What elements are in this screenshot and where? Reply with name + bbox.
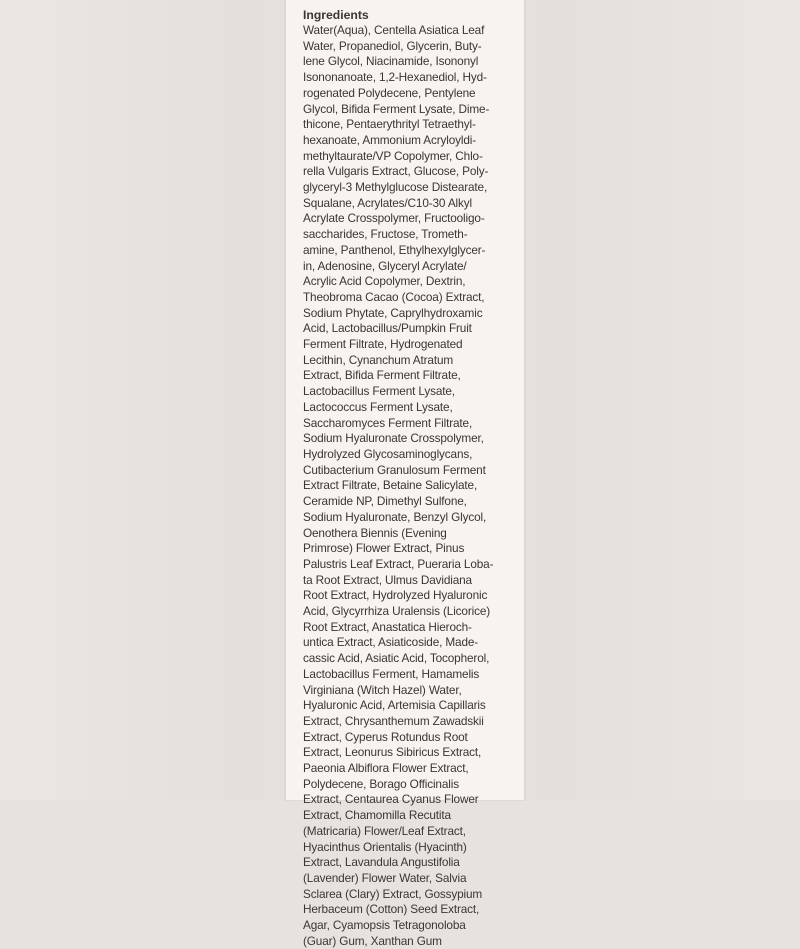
ingredient-line: Extract, Cyperus Rotundus Root	[303, 729, 468, 744]
ingredients-list	[303, 23, 493, 949]
ingredient-line: Acrylic Acid Copolymer, Dextrin,	[303, 274, 466, 289]
ingredient-line: lene Glycol, Niacinamide, Isononyl	[303, 54, 479, 69]
ingredient-line: Extract, Chrysanthemum Zawadskii	[303, 713, 484, 728]
ingredient-line: Lecithin, Cynanchum Atratum	[303, 352, 454, 367]
ingredient-line: untica Extract, Asiaticoside, Made-	[303, 635, 479, 650]
panel-edge-right	[524, 0, 525, 800]
ingredient-line: ta Root Extract, Ulmus Davidiana	[303, 572, 472, 587]
panel-edge-left	[285, 0, 286, 800]
ingredient-line: Hydrolyzed Glycosaminoglycans,	[303, 446, 473, 461]
ingredient-line: (Guar) Gum, Xanthan Gum	[303, 933, 442, 948]
ingredient-line: Hyaluronic Acid, Artemisia Capillaris	[303, 698, 486, 713]
ingredient-line: Glycol, Bifida Ferment Lysate, Dime-	[303, 101, 490, 116]
ingredient-line: (Matricaria) Flower/Leaf Extract,	[303, 823, 466, 838]
ingredient-line: Water, Propanediol, Glycerin, Buty-	[303, 38, 482, 53]
ingredient-line: Lactobacillus Ferment Lysate,	[303, 384, 455, 399]
ingredient-line: Root Extract, Anastatica Hieroch-	[303, 619, 472, 634]
ingredient-line: rella Vulgaris Extract, Glucose, Poly-	[303, 164, 489, 179]
ingredient-line: Extract, Chamomilla Recutita	[303, 808, 451, 823]
ingredient-line: Ferment Filtrate, Hydrogenated	[303, 337, 463, 352]
ingredient-line: Water(Aqua), Centella Asiatica Leaf	[303, 23, 485, 37]
ingredient-line: hexanoate, Ammonium Acryloyldi-	[303, 132, 477, 147]
ingredient-line: Extract, Leonurus Sibiricus Extract,	[303, 745, 482, 760]
ingredient-line: rogenated Polydecene, Pentylene	[303, 85, 476, 100]
ingredient-line: Sodium Hyaluronate, Benzyl Glycol,	[303, 509, 487, 524]
ingredient-line: Squalane, Acrylates/C10-30 Alkyl	[303, 195, 472, 210]
ingredient-line: Extract Filtrate, Betaine Salicylate,	[303, 478, 478, 493]
ingredient-line: Herbaceum (Cotton) Seed Extract,	[303, 902, 480, 917]
ingredient-line: Agar, Cyamopsis Tetragonoloba	[303, 918, 466, 933]
ingredient-line: amine, Panthenol, Ethylhexylglycer-	[303, 242, 486, 257]
ingredient-line: cassic Acid, Asiatic Acid, Tocopherol,	[303, 651, 490, 666]
ingredient-line: Isononanoate, 1,2-Hexanediol, Hyd-	[303, 70, 487, 85]
ingredient-line: Primrose) Flower Extract, Pinus	[303, 541, 465, 556]
ingredient-line: Root Extract, Hydrolyzed Hyaluronic	[303, 588, 488, 603]
ingredient-line: Acid, Lactobacillus/Pumpkin Fruit	[303, 321, 472, 336]
ingredient-line: Saccharomyces Ferment Filtrate,	[303, 415, 473, 430]
ingredients-section	[303, 8, 493, 949]
ingredient-line: Hyacinthus Orientalis (Hyacinth)	[303, 839, 467, 854]
ingredient-line: Acid, Glycyrrhiza Uralensis (Licorice)	[303, 604, 491, 619]
ingredient-line: Cutibacterium Granulosum Ferment	[303, 462, 486, 477]
ingredient-line: saccharides, Fructose, Trometh-	[303, 227, 468, 242]
ingredient-line: Extract, Bifida Ferment Filtrate,	[303, 368, 461, 383]
ingredient-line: Extract, Lavandula Angustifolia	[303, 855, 460, 870]
ingredient-line: methyltaurate/VP Copolymer, Chlo-	[303, 148, 483, 163]
ingredients-title: Ingredients	[303, 8, 369, 22]
ingredient-line: Polydecene, Borago Officinalis	[303, 776, 459, 791]
ingredient-line: Sodium Phytate, Caprylhydroxamic	[303, 305, 483, 320]
ingredient-line: Sclarea (Clary) Extract, Gossypium	[303, 886, 483, 901]
ingredient-line: Lactobacillus Ferment, Hamamelis	[303, 666, 480, 681]
ingredient-line: Paeonia Albiflora Flower Extract,	[303, 761, 469, 776]
ingredient-line: Extract, Centaurea Cyanus Flower	[303, 792, 479, 807]
ingredient-line: Sodium Hyaluronate Crosspolymer,	[303, 431, 484, 446]
ingredient-line: Palustris Leaf Extract, Pueraria Loba-	[303, 556, 494, 571]
ingredient-line: glyceryl-3 Methylglucose Distearate,	[303, 180, 488, 195]
ingredient-line: thicone, Pentaerythrityl Tetraethyl-	[303, 117, 476, 132]
ingredient-line: Ceramide NP, Dimethyl Sulfone,	[303, 494, 467, 509]
ingredient-line: Acrylate Crosspolymer, Fructooligo-	[303, 211, 485, 226]
ingredient-line: in, Adenosine, Glyceryl Acrylate/	[303, 258, 467, 273]
ingredient-line: Virginiana (Witch Hazel) Water,	[303, 682, 462, 697]
ingredient-line: (Lavender) Flower Water, Salvia	[303, 870, 467, 885]
ingredient-line: Lactococcus Ferment Lysate,	[303, 399, 453, 414]
ingredient-line: Theobroma Cacao (Cocoa) Extract,	[303, 289, 485, 304]
ingredient-line: Oenothera Biennis (Evening	[303, 525, 447, 540]
